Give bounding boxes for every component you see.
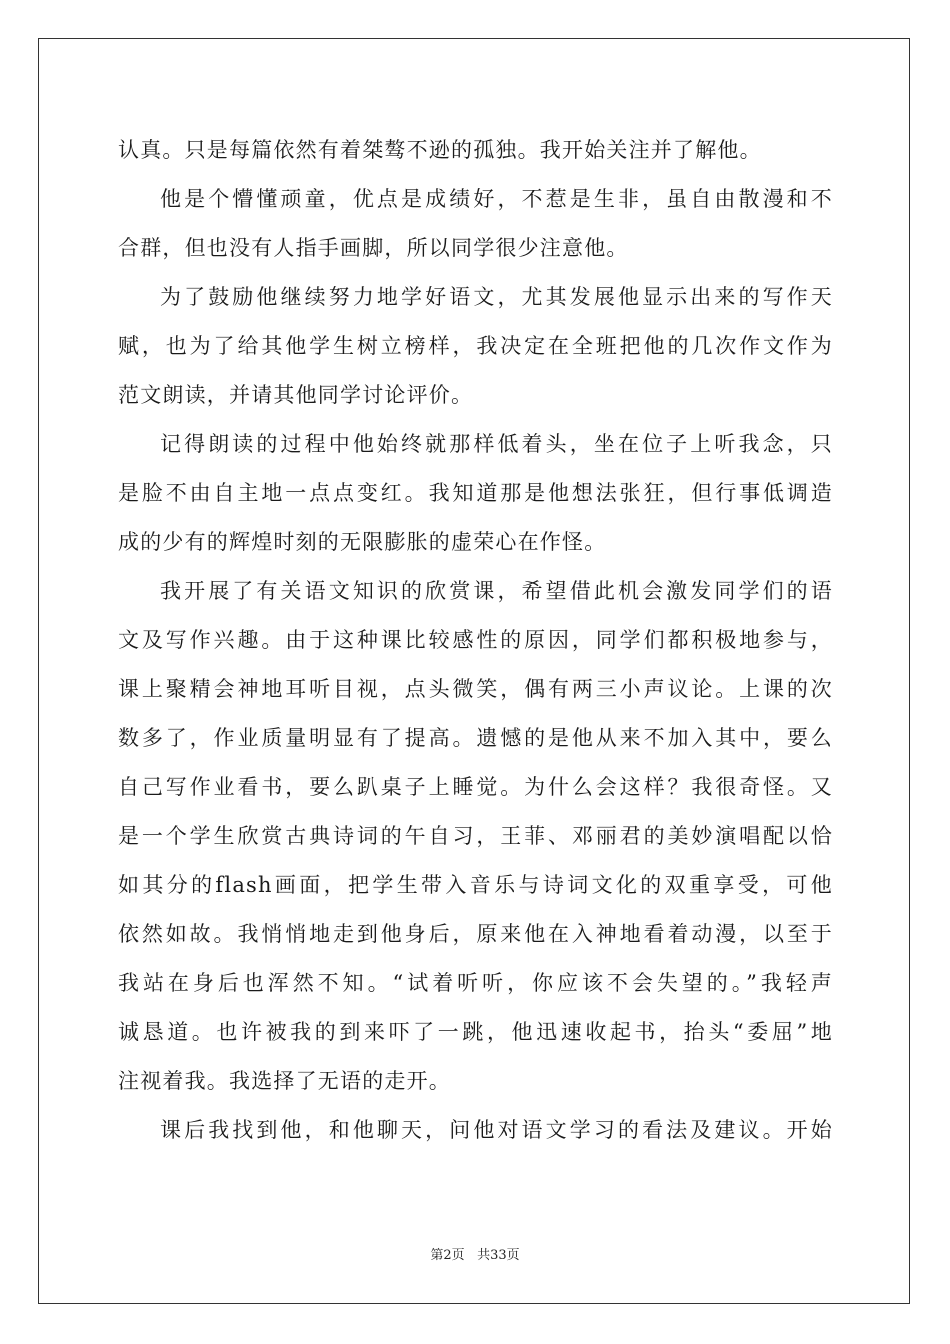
page-number: 第2页 <box>430 1248 465 1263</box>
text-line: 范文朗读，并请其他同学讨论评价。 <box>118 383 474 407</box>
text-line: 如其分的flash画面，把学生带入音乐与诗词文化的双重享受，可他 <box>118 873 833 897</box>
text-line: 自己写作业看书，要么趴桌子上睡觉。为什么会这样？我很奇怪。又 <box>118 775 833 799</box>
page-total: 共33页 <box>477 1248 520 1263</box>
paragraph-first-line: 记得朗读的过程中他始终就那样低着头，坐在位子上听我念，只 <box>160 432 833 456</box>
text-line: 是一个学生欣赏古典诗词的午自习，王菲、邓丽君的美妙演唱配以恰 <box>118 824 833 848</box>
text-line: 数多了，作业质量明显有了提高。遗憾的是他从来不加入其中，要么 <box>118 726 833 750</box>
text-line: 依然如故。我悄悄地走到他身后，原来他在入神地看着动漫，以至于 <box>118 922 833 946</box>
text-line: 是脸不由自主地一点点变红。我知道那是他想法张狂，但行事低调造 <box>118 481 833 505</box>
text-line: 成的少有的辉煌时刻的无限膨胀的虚荣心在作怪。 <box>118 530 607 554</box>
paragraph-first-line: 我开展了有关语文知识的欣赏课，希望借此机会激发同学们的语 <box>160 579 833 603</box>
text-line: 赋，也为了给其他学生树立榜样，我决定在全班把他的几次作文作为 <box>118 334 833 358</box>
paragraph-first-line: 为了鼓励他继续努力地学好语文，尤其发展他显示出来的写作天 <box>160 285 833 309</box>
document-body <box>118 126 833 1155</box>
paragraph-first-line: 他是个懵懂顽童，优点是成绩好，不惹是生非，虽自由散漫和不 <box>160 187 833 211</box>
text-line: 合群，但也没有人指手画脚，所以同学很少注意他。 <box>118 236 629 260</box>
text-line: 诚恳道。也许被我的到来吓了一跳，他迅速收起书，抬头“委屈”地 <box>118 1020 833 1044</box>
text-line: 我站在身后也浑然不知。“试着听听，你应该不会失望的。”我轻声 <box>118 971 833 995</box>
paragraph-first-line: 课后我找到他，和他聊天，问他对语文学习的看法及建议。开始 <box>160 1118 833 1142</box>
text-line: 课上聚精会神地耳听目视，点头微笑，偶有两三小声议论。上课的次 <box>118 677 833 701</box>
text-line: 认真。只是每篇依然有着桀骜不逊的孤独。我开始关注并了解他。 <box>118 138 762 162</box>
page-footer <box>0 1246 950 1266</box>
text-line: 注视着我。我选择了无语的走开。 <box>118 1069 451 1093</box>
text-line: 文及写作兴趣。由于这种课比较感性的原因，同学们都积极地参与， <box>118 628 833 652</box>
